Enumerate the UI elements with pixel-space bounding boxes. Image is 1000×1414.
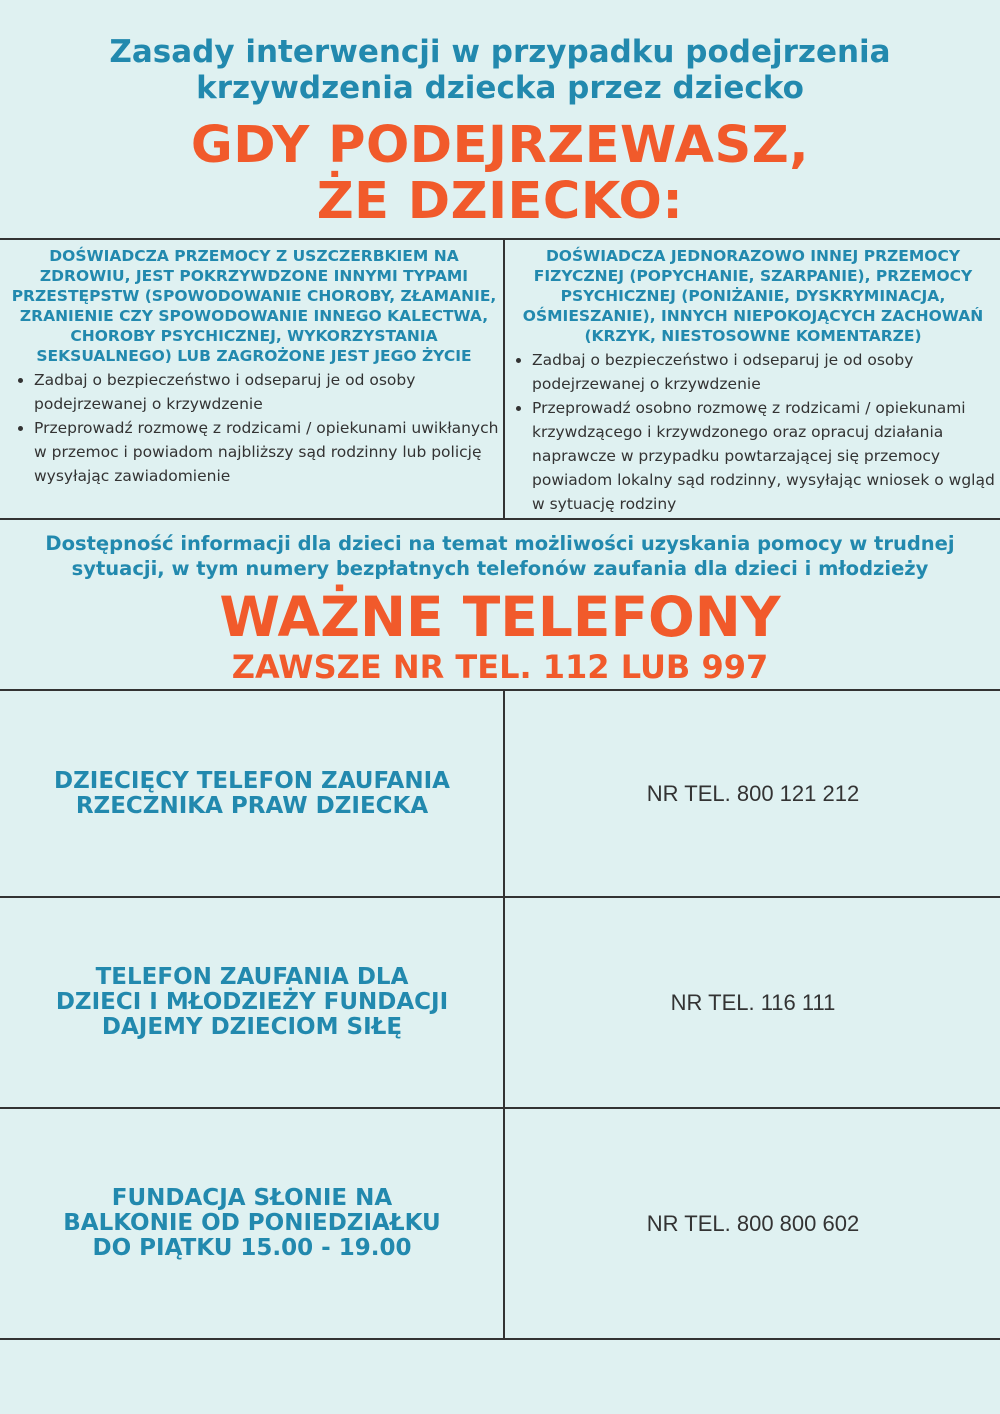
column-single-incident [506, 246, 1000, 518]
emergency-numbers: ZAWSZE NR TEL. 112 LUB 997 [231, 648, 769, 686]
divider-middle [0, 518, 1000, 520]
info-line-2: sytuacji, w tym numery bezpłatnych telefonów zaufania dla dzieci i młodzieży [71, 557, 929, 580]
info-line-1: Dostępność informacji dla dzieci na temat możliwości uzyskania pomocy w trudnej [45, 532, 955, 555]
divider-top [0, 238, 1000, 240]
title-line-2: krzywdzenia dziecka przez dziecko [196, 70, 804, 106]
helpline-name: DZIECIĘCY TELEFON ZAUFANIA RZECZNIKA PRAW DZIECKA [54, 767, 450, 819]
list-item: • Przeprowadź rozmowę z rodzicami / opiekunami uwikłanych w przemoc i powiadom najbliższy sąd rodzinny lub policję wysyłając zawiadomienie [34, 416, 500, 488]
main-headline [0, 118, 1000, 230]
helpline-name: TELEFON ZAUFANIA DLA DZIECI I MŁODZIEŻY FUNDACJI DAJEMY DZIECIOM SIŁĘ [55, 964, 449, 1040]
helpline-name: FUNDACJA SŁONIE NA BALKONIE OD PONIEDZIAŁKU DO PIĄTKU 15.00 - 19.00 [63, 1185, 441, 1261]
helpline-number[interactable]: NR TEL. 800 121 212 [646, 780, 860, 806]
bullet-list [506, 348, 1000, 516]
table-bottom-border [0, 1338, 1000, 1340]
info-text [0, 531, 1000, 581]
title-line-1: Zasady interwencji w przypadku podejrzenia [109, 34, 891, 70]
list-item: • Zadbaj o bezpieczeństwo i odseparuj je od osoby podejrzewanej o krzywdzenie [34, 368, 500, 416]
column-severe-violence [8, 246, 500, 518]
phones-heading: WAŻNE TELEFONY [219, 585, 781, 649]
helpline-number[interactable]: NR TEL. 116 111 [670, 989, 836, 1015]
column-heading: DOŚWIADCZA JEDNORAZOWO INNEJ PRZEMOCY FIZYCZNEJ (POPYCHANIE, SZARPANIE), PRZEMOCY PSYCHICZNEJ (PONIŻANIE, DYSKRYMINACJA, OŚMIESZANIE), INNYCH NIEPOKOJĄCYCH ZACHOWAŃ (KRZYK, NIESTOSOWNE KOMENTARZE) [522, 247, 984, 345]
headline-line-1: GDY PODEJRZEWASZ, [190, 116, 810, 175]
helpline-number[interactable]: NR TEL. 800 800 602 [646, 1210, 860, 1236]
list-item: • Przeprowadź osobno rozmowę z rodzicami / opiekunami krzywdzącego i krzywdzonego oraz opracuj działania naprawcze w przypadku powtarzającej się przemocy powiadom lokalny sąd rodzinny, wysyłając wniosek o wgląd w sytuację rodziny [532, 396, 1000, 516]
list-item: • Zadbaj o bezpieczeństwo i odseparuj je od osoby podejrzewanej o krzywdzenie [532, 348, 1000, 396]
headline-line-2: ŻE DZIECKO: [316, 172, 684, 231]
column-heading: DOŚWIADCZA PRZEMOCY Z USZCZERBKIEM NA ZDROWIU, JEST POKRZYWDZONE INNYMI TYPAMI PRZESTĘPSTW (SPOWODOWANIE CHOROBY, ZŁAMANIE, ZRANIENIE CZY SPOWODOWANIE INNEGO KALECTWA, CHOROBY PSYCHICZNEJ, WYKORZYSTANIA SEKSUALNEGO) LUB ZAGROŻONE JEST JEGO ŻYCIE [11, 247, 497, 365]
column-divider [503, 239, 505, 519]
document-title [0, 34, 1000, 106]
bullet-list [8, 368, 500, 488]
